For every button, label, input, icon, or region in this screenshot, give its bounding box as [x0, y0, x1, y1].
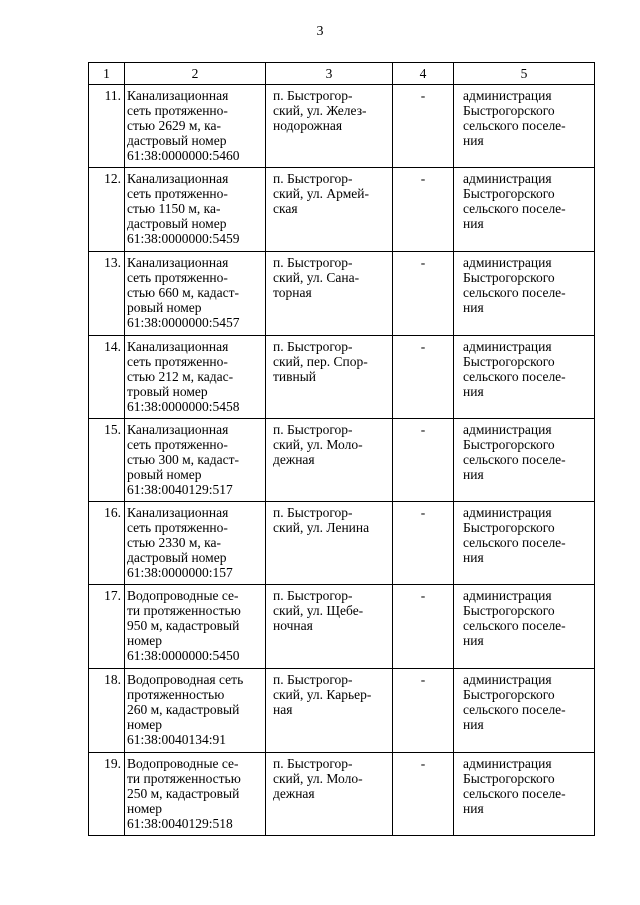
description-line: номер — [127, 717, 163, 732]
description-line: стью 212 м, кадас- — [127, 369, 234, 384]
column-4-value: - — [393, 336, 454, 419]
object-address — [266, 252, 393, 336]
object-description — [125, 419, 266, 502]
owner-line: администрация — [463, 756, 552, 771]
object-description — [125, 502, 266, 585]
address-line: торная — [273, 285, 312, 300]
address-line: ночная — [273, 618, 313, 633]
object-address — [266, 336, 393, 419]
address-line: п. Быстрогор- — [273, 756, 353, 771]
description-line: ровый номер — [127, 467, 202, 482]
description-line: Канализационная — [127, 422, 229, 437]
owner — [454, 336, 595, 419]
table-row — [89, 585, 595, 669]
table-row — [89, 252, 595, 336]
owner-line: ния — [463, 717, 484, 732]
object-address — [266, 669, 393, 753]
owner — [454, 168, 595, 252]
row-number: 16. — [89, 502, 125, 585]
description-line: 61:38:0000000:157 — [127, 565, 233, 580]
owner-line: сельского поселе- — [463, 452, 566, 467]
owner-line: ния — [463, 384, 484, 399]
address-line: п. Быстрогор- — [273, 672, 353, 687]
owner-line: Быстрогорского — [463, 771, 555, 786]
object-address — [266, 502, 393, 585]
description-line: ровый номер — [127, 300, 202, 315]
description-line: Канализационная — [127, 88, 229, 103]
column-4-value: - — [393, 168, 454, 252]
description-line: 61:38:0040129:518 — [127, 816, 233, 831]
table-row — [89, 669, 595, 753]
row-number: 14. — [89, 336, 125, 419]
row-number: 11. — [89, 85, 125, 168]
address-line: ский, ул. Ленина — [273, 520, 370, 535]
owner-line: ния — [463, 300, 484, 315]
owner-line: Быстрогорского — [463, 520, 555, 535]
description-line: 260 м, кадастровый — [127, 702, 240, 717]
owner-line: Быстрогорского — [463, 354, 555, 369]
description-line: стью 2629 м, ка- — [127, 118, 222, 133]
owner-line: ния — [463, 550, 484, 565]
description-line: Канализационная — [127, 255, 229, 270]
table-row — [89, 168, 595, 252]
owner-line: сельского поселе- — [463, 285, 566, 300]
object-address — [266, 753, 393, 836]
address-line: ная — [273, 702, 293, 717]
description-line: стью 300 м, кадаст- — [127, 452, 240, 467]
description-line: сеть протяженно- — [127, 103, 228, 118]
table-body — [89, 63, 595, 836]
address-line: дежная — [273, 786, 315, 801]
object-address — [266, 585, 393, 669]
owner-line: сельского поселе- — [463, 618, 566, 633]
description-line: Водопроводные се- — [127, 588, 239, 603]
address-line: п. Быстрогор- — [273, 505, 353, 520]
description-line: Водопроводные се- — [127, 756, 239, 771]
description-line: Канализационная — [127, 339, 229, 354]
owner — [454, 585, 595, 669]
description-line: 61:38:0040134:91 — [127, 732, 227, 747]
owner-line: ния — [463, 633, 484, 648]
owner-line: сельского поселе- — [463, 535, 566, 550]
address-line: п. Быстрогор- — [273, 88, 353, 103]
description-line: сеть протяженно- — [127, 186, 228, 201]
description-line: 250 м, кадастровый — [127, 786, 240, 801]
table-row — [89, 336, 595, 419]
object-address — [266, 168, 393, 252]
column-4-value: - — [393, 585, 454, 669]
header-cell-3: 3 — [266, 63, 393, 85]
owner-line: Быстрогорского — [463, 687, 555, 702]
row-number: 13. — [89, 252, 125, 336]
owner-line: администрация — [463, 88, 552, 103]
address-line: ский, ул. Карьер- — [273, 687, 372, 702]
owner-line: администрация — [463, 588, 552, 603]
address-line: п. Быстрогор- — [273, 588, 353, 603]
address-line: ский, ул. Сана- — [273, 270, 360, 285]
owner — [454, 502, 595, 585]
address-line: п. Быстрогор- — [273, 255, 353, 270]
owner-line: администрация — [463, 255, 552, 270]
address-line: п. Быстрогор- — [273, 171, 353, 186]
table-row — [89, 85, 595, 168]
description-line: сеть протяженно- — [127, 520, 228, 535]
description-line: сеть протяженно- — [127, 437, 228, 452]
description-line: 61:38:0000000:5459 — [127, 231, 240, 246]
row-number: 19. — [89, 753, 125, 836]
address-line: дежная — [273, 452, 315, 467]
description-line: ти протяженностью — [127, 603, 241, 618]
address-line: нодорожная — [273, 118, 343, 133]
row-number: 12. — [89, 168, 125, 252]
owner-line: сельского поселе- — [463, 702, 566, 717]
header-cell-4: 4 — [393, 63, 454, 85]
description-line: стью 2330 м, ка- — [127, 535, 222, 550]
header-cell-1: 1 — [89, 63, 125, 85]
header-cell-2: 2 — [125, 63, 266, 85]
object-address — [266, 85, 393, 168]
address-line: ский, пер. Спор- — [273, 354, 368, 369]
property-table — [88, 62, 595, 836]
description-line: 61:38:0040129:517 — [127, 482, 233, 497]
description-line: стью 660 м, кадаст- — [127, 285, 240, 300]
table-row — [89, 419, 595, 502]
object-description — [125, 336, 266, 419]
description-line: протяженностью — [127, 687, 225, 702]
description-line: стью 1150 м, ка- — [127, 201, 221, 216]
owner-line: Быстрогорского — [463, 437, 555, 452]
address-line: п. Быстрогор- — [273, 422, 353, 437]
address-line: ский, ул. Моло- — [273, 437, 363, 452]
object-description — [125, 168, 266, 252]
column-4-value: - — [393, 669, 454, 753]
address-line: тивный — [273, 369, 317, 384]
owner-line: сельского поселе- — [463, 369, 566, 384]
column-4-value: - — [393, 85, 454, 168]
description-line: дастровый номер — [127, 550, 227, 565]
description-line: номер — [127, 801, 163, 816]
owner-line: администрация — [463, 672, 552, 687]
row-number: 17. — [89, 585, 125, 669]
object-description — [125, 753, 266, 836]
object-description — [125, 585, 266, 669]
object-description — [125, 669, 266, 753]
description-line: сеть протяженно- — [127, 354, 228, 369]
description-line: 950 м, кадастровый — [127, 618, 240, 633]
owner-line: ния — [463, 216, 484, 231]
description-line: дастровый номер — [127, 216, 227, 231]
header-cell-5: 5 — [454, 63, 595, 85]
address-line: ский, ул. Щебе- — [273, 603, 364, 618]
page-number: 3 — [316, 24, 324, 39]
object-description — [125, 85, 266, 168]
owner — [454, 85, 595, 168]
description-line: тровый номер — [127, 384, 208, 399]
owner — [454, 753, 595, 836]
description-line: сеть протяженно- — [127, 270, 228, 285]
table-row — [89, 753, 595, 836]
owner-line: ния — [463, 133, 484, 148]
row-number: 18. — [89, 669, 125, 753]
row-number: 15. — [89, 419, 125, 502]
description-line: 61:38:0000000:5458 — [127, 399, 240, 414]
address-line: ский, ул. Армей- — [273, 186, 369, 201]
column-4-value: - — [393, 419, 454, 502]
object-description — [125, 252, 266, 336]
description-line: дастровый номер — [127, 133, 227, 148]
owner-line: сельского поселе- — [463, 786, 566, 801]
column-4-value: - — [393, 252, 454, 336]
owner — [454, 669, 595, 753]
owner-line: администрация — [463, 422, 552, 437]
owner-line: администрация — [463, 171, 552, 186]
description-line: 61:38:0000000:5460 — [127, 148, 240, 163]
column-4-value: - — [393, 753, 454, 836]
address-line: ский, ул. Желез- — [273, 103, 367, 118]
address-line: ский, ул. Моло- — [273, 771, 363, 786]
owner-line: администрация — [463, 505, 552, 520]
description-line: 61:38:0000000:5450 — [127, 648, 240, 663]
column-4-value: - — [393, 502, 454, 585]
owner-line: администрация — [463, 339, 552, 354]
owner-line: Быстрогорского — [463, 270, 555, 285]
description-line: 61:38:0000000:5457 — [127, 315, 240, 330]
description-line: Канализационная — [127, 171, 229, 186]
owner-line: Быстрогорского — [463, 603, 555, 618]
address-line: п. Быстрогор- — [273, 339, 353, 354]
description-line: ти протяженностью — [127, 771, 241, 786]
owner-line: ния — [463, 801, 484, 816]
object-address — [266, 419, 393, 502]
description-line: Водопроводная сеть — [127, 672, 244, 687]
address-line: ская — [273, 201, 298, 216]
owner-line: ния — [463, 467, 484, 482]
owner-line: сельского поселе- — [463, 201, 566, 216]
owner — [454, 419, 595, 502]
owner — [454, 252, 595, 336]
owner-line: Быстрогорского — [463, 103, 555, 118]
header-row — [89, 63, 595, 85]
owner-line: Быстрогорского — [463, 186, 555, 201]
description-line: Канализационная — [127, 505, 229, 520]
description-line: номер — [127, 633, 163, 648]
table-row — [89, 502, 595, 585]
owner-line: сельского поселе- — [463, 118, 566, 133]
